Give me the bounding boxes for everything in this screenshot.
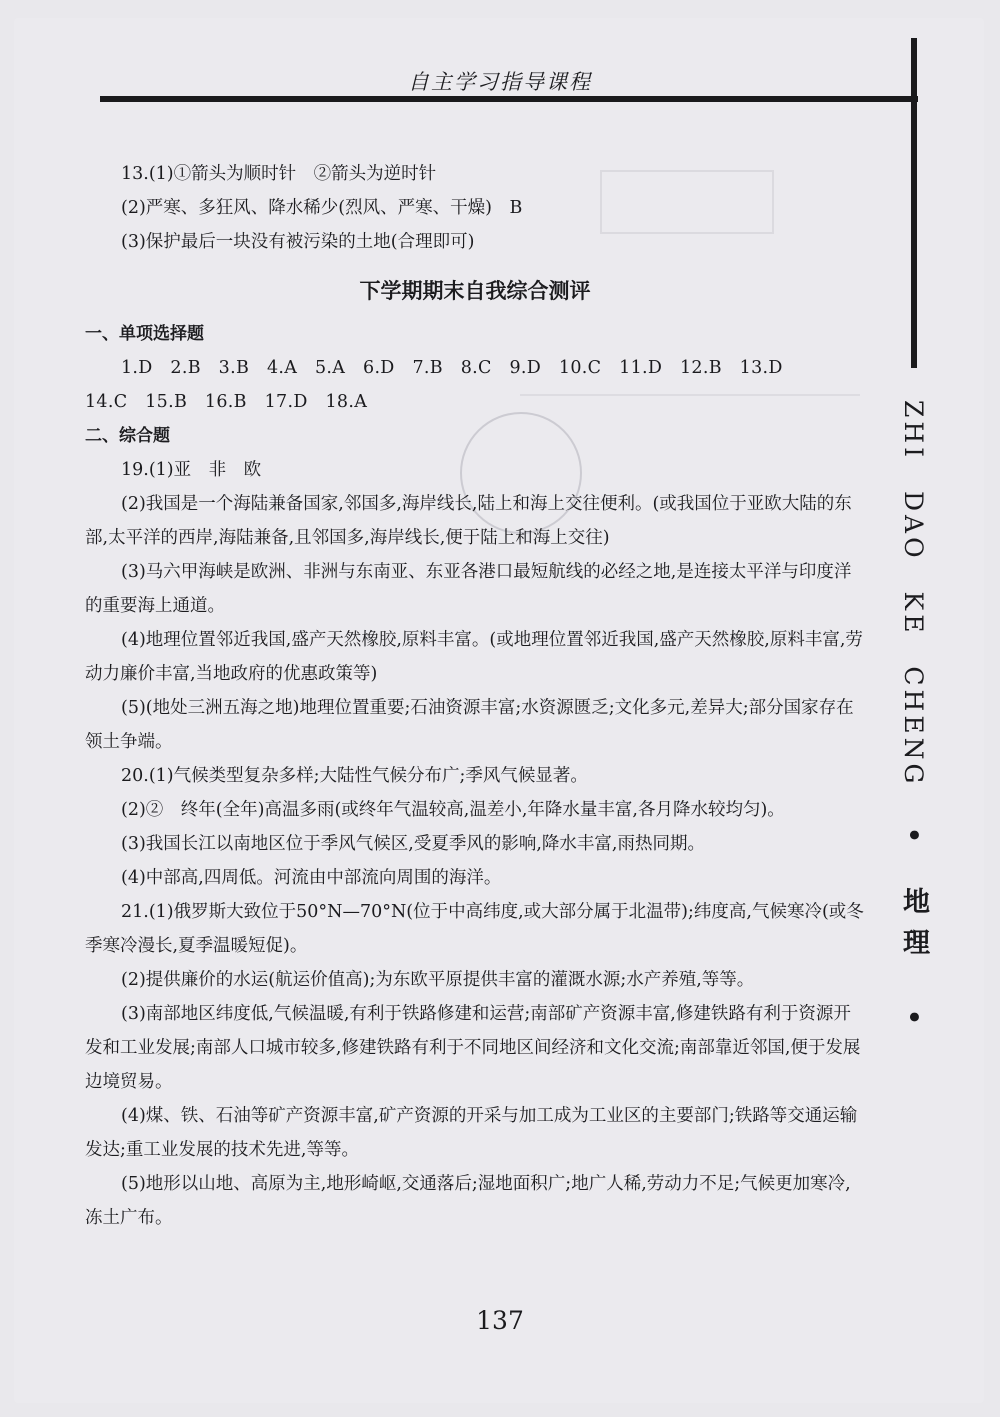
side-rule xyxy=(911,38,917,368)
page-number: 137 xyxy=(476,1306,524,1335)
side-tab-dot: • xyxy=(899,827,928,848)
q21-part1: 21.(1)俄罗斯大致位于50°N—70°N(位于中高纬度,或大部分属于北温带);纬度高,气候寒冷(或冬季寒冷漫长,夏季温暖短促)。 xyxy=(85,902,864,956)
section-title: 下学期期末自我综合测评 xyxy=(359,279,591,303)
q19-part3: (3)马六甲海峡是欧洲、非洲与东南亚、东亚各港口最短航线的必经之地,是连接太平洋与印度洋的重要海上通道。 xyxy=(85,562,852,616)
q21-part2: (2)提供廉价的水运(航运价值高);为东欧平原提供丰富的灌溉水源;水产养殖,等等。 xyxy=(121,970,755,990)
q21-part4: (4)煤、铁、石油等矿产资源丰富,矿产资源的开采与加工成为工业区的主要部门;铁路等交通运输发达;重工业发展的技术先进,等等。 xyxy=(85,1106,858,1160)
q21-part3: (3)南部地区纬度低,气候温暖,有利于铁路修建和运营;南部矿产资源丰富,修建铁路有利于资源开发和工业发展;南部人口城市较多,修建铁路有利于不同地区间经济和文化交流;南部靠近邻国,便于发展边境贸易。 xyxy=(85,1004,861,1092)
q19-part4: (4)地理位置邻近我国,盛产天然橡胶,原料丰富。(或地理位置邻近我国,盛产天然橡胶,原料丰富,劳动力廉价丰富,当地政府的优惠政策等) xyxy=(85,630,863,684)
mc-answers-line1: 1.D 2.B 3.B 4.A 5.A 6.D 7.B 8.C 9.D 10.C 11.D 12.B 13.D xyxy=(121,358,783,378)
q20-part1: 20.(1)气候类型复杂多样;大陆性气候分布广;季风气候显著。 xyxy=(121,766,588,786)
part2-heading: 二、综合题 xyxy=(85,426,170,446)
part1-heading: 一、单项选择题 xyxy=(85,324,204,344)
q19-part1: 19.(1)亚 非 欧 xyxy=(121,460,262,480)
header-title: 自主学习指导课程 xyxy=(408,70,592,94)
side-tab-dot-end: • xyxy=(899,1009,928,1030)
side-tab xyxy=(893,400,933,1039)
header-rule xyxy=(100,96,918,102)
side-tab-latin: ZHI DAO KE CHENG xyxy=(899,400,928,788)
q20-part3: (3)我国长江以南地区位于季风气候区,受夏季风的影响,降水丰富,雨热同期。 xyxy=(121,834,705,854)
side-tab-subject: 地理 xyxy=(898,887,929,970)
q13-part1: 13.(1)①箭头为顺时针 ②箭头为逆时针 xyxy=(121,164,437,184)
q20-part2: (2)② 终年(全年)高温多雨(或终年气温较高,温差小,年降水量丰富,各月降水较均匀)。 xyxy=(121,800,785,820)
answer-content xyxy=(85,157,865,1235)
q19-part2: (2)我国是一个海陆兼备国家,邻国多,海岸线长,陆上和海上交往便利。(或我国位于亚欧大陆的东部,太平洋的西岸,海陆兼备,且邻国多,海岸线长,便于陆上和海上交往) xyxy=(85,494,852,548)
q21-part5: (5)地形以山地、高原为主,地形崎岖,交通落后;湿地面积广;地广人稀,劳动力不足;气候更加寒冷,冻土广布。 xyxy=(85,1174,851,1228)
q19-part5: (5)(地处三洲五海之地)地理位置重要;石油资源丰富;水资源匮乏;文化多元,差异大;部分国家存在领土争端。 xyxy=(85,698,854,752)
q20-part4: (4)中部高,四周低。河流由中部流向周围的海洋。 xyxy=(121,868,502,888)
q13-part3: (3)保护最后一块没有被污染的土地(合理即可) xyxy=(121,232,475,252)
mc-answers-line2: 14.C 15.B 16.B 17.D 18.A xyxy=(85,392,368,412)
q13-part2: (2)严寒、多狂风、降水稀少(烈风、严寒、干燥) B xyxy=(121,198,523,218)
